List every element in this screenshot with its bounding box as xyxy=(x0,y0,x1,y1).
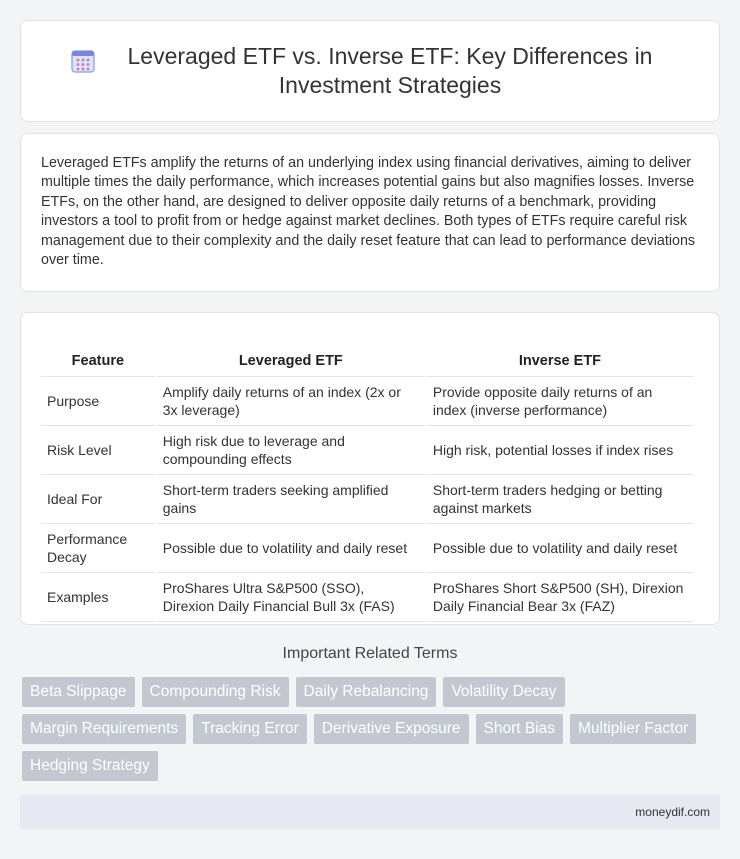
title-wrap xyxy=(70,42,670,100)
row-inverse-value: Possible due to volatility and daily reset xyxy=(427,524,693,573)
tag-margin-requirements[interactable]: Margin Requirements xyxy=(22,714,186,744)
calendar-grid-icon xyxy=(70,48,96,74)
tag-short-bias[interactable]: Short Bias xyxy=(476,714,564,744)
tag-beta-slippage[interactable]: Beta Slippage xyxy=(22,677,135,707)
page-title: Leveraged ETF vs. Inverse ETF: Key Differences in Investment Strategies xyxy=(127,43,653,98)
footer xyxy=(20,795,720,829)
row-leveraged-value: Amplify daily returns of an index (2x or 3x leverage) xyxy=(157,377,425,426)
row-leveraged-value: High risk due to leverage and compounding effects xyxy=(157,426,425,475)
comparison-table-card xyxy=(20,312,720,625)
table-row xyxy=(41,573,693,622)
related-terms-tags xyxy=(22,677,722,781)
title-card xyxy=(20,20,720,122)
row-inverse-value: High risk, potential losses if index rises xyxy=(427,426,693,475)
row-feature: Risk Level xyxy=(41,426,155,475)
comparison-table xyxy=(39,333,695,622)
tag-daily-rebalancing[interactable]: Daily Rebalancing xyxy=(296,677,437,707)
intro-card xyxy=(20,133,720,292)
footer-site-link[interactable]: moneydif.com xyxy=(635,805,710,819)
table-row xyxy=(41,377,693,426)
row-inverse-value: Short-term traders hedging or betting against markets xyxy=(427,475,693,524)
table-row xyxy=(41,475,693,524)
header-inverse-etf: Inverse ETF xyxy=(427,333,693,377)
row-leveraged-value: ProShares Ultra S&P500 (SSO), Direxion Daily Financial Bull 3x (FAS) xyxy=(157,573,425,622)
table-row xyxy=(41,524,693,573)
tag-multiplier-factor[interactable]: Multiplier Factor xyxy=(570,714,696,744)
header-leveraged-etf: Leveraged ETF xyxy=(157,333,425,377)
row-leveraged-value: Short-term traders seeking amplified gains xyxy=(157,475,425,524)
row-inverse-value: Provide opposite daily returns of an index (inverse performance) xyxy=(427,377,693,426)
tag-compounding-risk[interactable]: Compounding Risk xyxy=(142,677,289,707)
tag-derivative-exposure[interactable]: Derivative Exposure xyxy=(314,714,469,744)
tag-hedging-strategy[interactable]: Hedging Strategy xyxy=(22,751,158,781)
tag-volatility-decay[interactable]: Volatility Decay xyxy=(443,677,564,707)
row-feature: Performance Decay xyxy=(41,524,155,573)
row-feature: Ideal For xyxy=(41,475,155,524)
row-feature: Examples xyxy=(41,573,155,622)
row-feature: Purpose xyxy=(41,377,155,426)
intro-paragraph: Leveraged ETFs amplify the returns of an underlying index using financial derivatives, aiming to deliver multiple times the daily performance, which increases potential gains but also magnifies losses. Inverse ETFs, on the other hand, are designed to deliver opposite daily returns of a benchmark, providing investors a tool to profit from or hedge against market declines. Both types of ETFs require careful risk management due to their complexity and the daily reset feature that can lead to performance deviations over time. xyxy=(41,155,696,269)
row-inverse-value: ProShares Short S&P500 (SH), Direxion Daily Financial Bear 3x (FAZ) xyxy=(427,573,693,622)
header-feature: Feature xyxy=(41,333,155,377)
row-leveraged-value: Possible due to volatility and daily reset xyxy=(157,524,425,573)
related-terms-title: Important Related Terms xyxy=(282,645,458,662)
table-row xyxy=(41,426,693,475)
tag-tracking-error[interactable]: Tracking Error xyxy=(193,714,307,744)
table-header-row xyxy=(41,333,693,377)
